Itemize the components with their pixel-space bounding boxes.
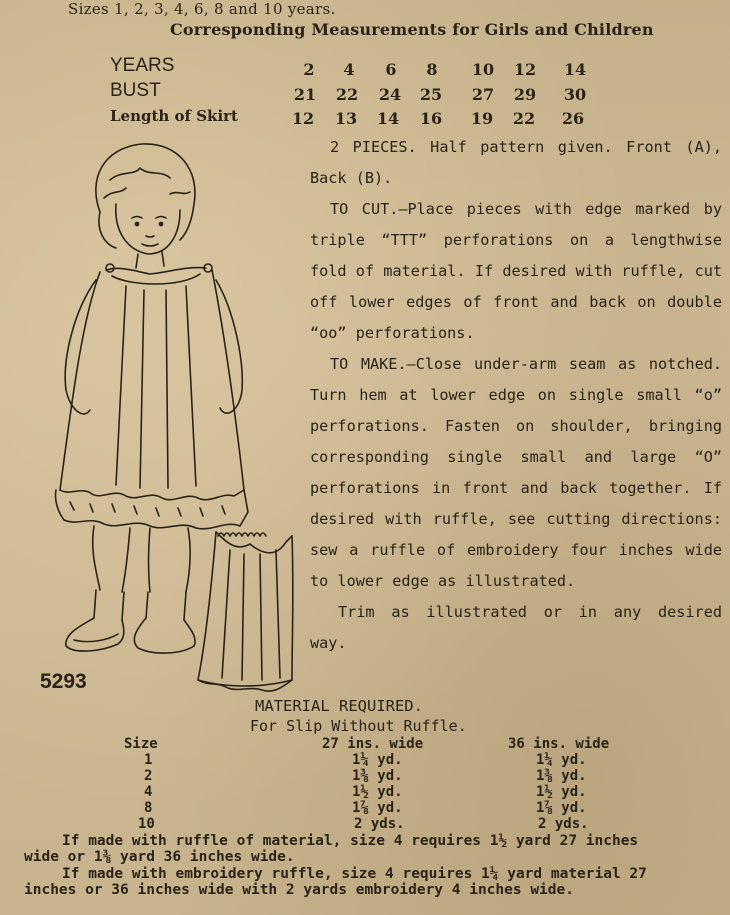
table-cell: 1⅜ yd. <box>352 768 403 784</box>
table-cell: 8 <box>144 800 153 816</box>
table-cell: 25 <box>419 85 443 104</box>
note-embroidery-line-2: inches or 36 inches wide with 2 yards embroidery 4 inches wide. <box>24 882 574 898</box>
trim-paragraph: Trim as illustrated or in any desired way. <box>310 603 722 652</box>
note-embroidery-line-1: If made with embroidery ruffle, size 4 requires 1¼ yard material 27 <box>62 866 647 882</box>
row-label-years: YEARS <box>110 55 175 76</box>
table-cell: 8 <box>426 60 438 79</box>
table-cell: 1⅞ yd. <box>352 800 403 816</box>
material-header-27: 27 ins. wide <box>322 736 424 752</box>
table-cell: 1⅞ yd. <box>536 800 587 816</box>
table-cell: 2 <box>144 768 153 784</box>
table-cell: 2 yds. <box>354 816 405 832</box>
material-subtitle: For Slip Without Ruffle. <box>250 717 467 735</box>
table-cell: 30 <box>563 85 587 104</box>
measurements-title: Corresponding Measurements for Girls and Children <box>170 20 654 39</box>
table-cell: 4 <box>343 60 355 79</box>
table-cell: 1⅜ yd. <box>536 768 587 784</box>
pieces-paragraph: 2 PIECES. Half pattern given. Front (A), Back (B). <box>310 138 722 187</box>
table-cell: 19 <box>470 109 494 128</box>
material-header-size: Size <box>124 736 158 752</box>
table-cell: 1½ yd. <box>352 784 403 800</box>
table-cell: 4 <box>144 784 153 800</box>
model-number: 5293 <box>40 670 87 693</box>
table-cell: 2 <box>303 60 315 79</box>
row-label-bust: BUST <box>110 80 161 101</box>
table-cell: 21 <box>293 85 317 104</box>
instructions-text <box>310 132 722 659</box>
table-cell: 24 <box>378 85 402 104</box>
note-ruffle-line-1: If made with ruffle of material, size 4 requires 1½ yard 27 inches <box>62 833 639 849</box>
child-slip-illustration <box>30 140 300 695</box>
to-cut-paragraph: TO CUT.—Place pieces with edge marked by triple “TTT” perforations on a lengthwise fold of material. If desired with ruffle, cut off lower edges of front and back on double “oo” perforations. <box>310 200 722 342</box>
table-cell: 6 <box>385 60 397 79</box>
table-cell: 13 <box>334 109 358 128</box>
material-header-36: 36 ins. wide <box>508 736 610 752</box>
table-cell: 22 <box>512 109 536 128</box>
sizes-line: Sizes 1, 2, 3, 4, 6, 8 and 10 years. <box>68 0 336 18</box>
table-cell: 10 <box>471 60 495 79</box>
table-cell: 14 <box>376 109 400 128</box>
table-cell: 16 <box>419 109 443 128</box>
table-cell: 1¼ yd. <box>352 752 403 768</box>
table-cell: 2 yds. <box>538 816 589 832</box>
table-cell: 12 <box>513 60 537 79</box>
material-title: MATERIAL REQUIRED. <box>255 697 423 715</box>
table-cell: 22 <box>335 85 359 104</box>
table-cell: 1½ yd. <box>536 784 587 800</box>
table-cell: 12 <box>291 109 315 128</box>
table-cell: 1¼ yd. <box>536 752 587 768</box>
table-cell: 10 <box>138 816 155 832</box>
note-ruffle-line-2: wide or 1⅜ yard 36 inches wide. <box>24 849 295 865</box>
table-cell: 27 <box>471 85 495 104</box>
to-make-paragraph: TO MAKE.—Close under-arm seam as notched. Turn hem at lower edge on single small “o” perforations. Fasten on shoulder, bringing corresponding single small and large “O” perforations in front and back together. If desired with ruffle, see cutting directions: sew a ruffle of embroidery four inches wide to lower edge as illustrated. <box>310 355 722 590</box>
table-cell: 26 <box>561 109 585 128</box>
row-label-skirt-length: Length of Skirt <box>110 107 238 125</box>
table-cell: 1 <box>144 752 153 768</box>
table-cell: 29 <box>513 85 537 104</box>
table-cell: 14 <box>563 60 587 79</box>
